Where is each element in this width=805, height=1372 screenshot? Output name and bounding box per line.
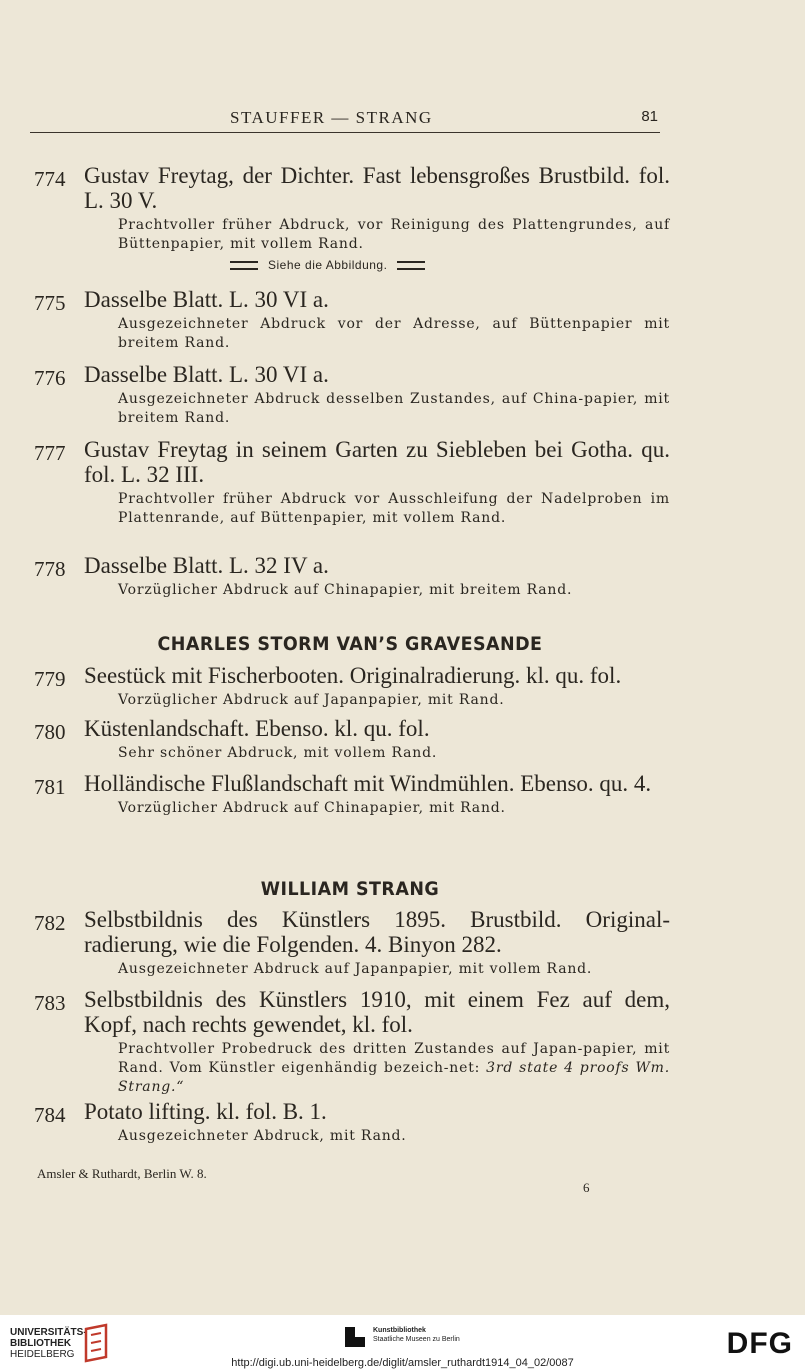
lot-note-text: Prachtvoller Probedruck des dritten Zustandes auf Japan-papier, mit Rand. Vom Künstler eigenhändig bezeich-net: [118, 1041, 670, 1076]
running-head [30, 108, 660, 133]
ub-line-1: UNIVERSITÄTS- [10, 1327, 87, 1338]
lot-number: 782 [34, 911, 66, 935]
ub-heidelberg-logo[interactable] [10, 1327, 87, 1360]
lot-776 [30, 362, 670, 428]
lot-number: 781 [34, 775, 66, 799]
double-rule-left [230, 261, 258, 270]
lot-note: Vorzüglicher Abdruck auf Japanpapier, mit Rand. [118, 692, 505, 708]
lot-note: Ausgezeichneter Abdruck, mit Rand. [118, 1128, 407, 1144]
signature-mark: 6 [583, 1180, 590, 1195]
permalink-url[interactable]: http://digi.ub.uni-heidelberg.de/diglit/amsler_ruthardt1914_04_02/0087 [231, 1357, 574, 1369]
dfg-logo[interactable]: DFG [726, 1327, 793, 1360]
printer-imprint: Amsler & Ruthardt, Berlin W. 8. [37, 1166, 207, 1181]
lot-title: Dasselbe Blatt. L. 30 VI a. [84, 287, 329, 312]
section-heading-storm: CHARLES STORM VAN’S GRAVESANDE [157, 633, 543, 655]
lot-note: Vorzüglicher Abdruck auf Chinapapier, mit breitem Rand. [118, 582, 573, 598]
lot-title: Selbstbildnis des Künstlers 1895. Brustbild. Original-radierung, wie die Folgenden. 4. Binyon 282. [84, 907, 670, 957]
lot-783 [30, 987, 670, 1097]
lot-777 [30, 437, 670, 528]
lot-note: Ausgezeichneter Abdruck desselben Zustandes, auf China-papier, mit breitem Rand. [118, 391, 670, 426]
lot-title: Potato lifting. kl. fol. B. 1. [84, 1099, 327, 1124]
lot-title: Dasselbe Blatt. L. 30 VI a. [84, 362, 329, 387]
lot-title: Küstenlandschaft. Ebenso. kl. qu. fol. [84, 716, 430, 741]
see-illustration [230, 258, 460, 272]
ub-line-2: BIBLIOTHEK [10, 1338, 72, 1349]
lot-title: Gustav Freytag, der Dichter. Fast lebensgroßes Brustbild. fol. L. 30 V. [84, 163, 670, 213]
digitization-footer [0, 1315, 805, 1372]
lot-number: 780 [34, 720, 66, 744]
page-number: 81 [641, 108, 658, 125]
lot-title: Dasselbe Blatt. L. 32 IV a. [84, 553, 329, 578]
lot-note: Prachtvoller früher Abdruck, vor Reinigung des Plattengrundes, auf Büttenpapier, mit vollem Rand. [118, 217, 670, 252]
lot-number: 776 [34, 366, 66, 390]
lot-number: 784 [34, 1103, 66, 1127]
ub-line-3: HEIDELBERG [10, 1349, 75, 1360]
inscription: 3rd state 4 proofs Wm. Strang.“ [118, 1060, 670, 1095]
double-rule-right [397, 261, 425, 270]
lot-number: 778 [34, 557, 66, 581]
lot-number: 774 [34, 167, 66, 191]
lot-778 [30, 553, 670, 600]
section-heading-strang: WILLIAM STRANG [260, 878, 440, 900]
lot-number: 775 [34, 291, 66, 315]
lot-note: Vorzüglicher Abdruck auf Chinapapier, mit Rand. [118, 800, 506, 816]
lot-title: Selbstbildnis des Künstlers 1910, mit einem Fez auf dem, Kopf, nach rechts gewendet, kl. fol. [84, 987, 670, 1037]
kunstbibliothek-label[interactable] [345, 1326, 460, 1344]
lot-title: Seestück mit Fischerbooten. Originalradierung. kl. qu. fol. [84, 663, 622, 688]
lot-780 [30, 716, 670, 763]
lot-number: 777 [34, 441, 66, 465]
lot-note: Sehr schöner Abdruck, mit vollem Rand. [118, 745, 438, 761]
lot-779 [30, 663, 670, 710]
lot-note: Prachtvoller früher Abdruck vor Ausschleifung der Nadelproben im Plattenrande, auf Büttenpapier, mit vollem Rand. [118, 491, 670, 526]
kb-line-2: Staatliche Museen zu Berlin [373, 1336, 460, 1343]
kb-line-1: Kunstbibliothek [373, 1327, 426, 1334]
lot-note [118, 1040, 670, 1097]
lot-784 [30, 1099, 670, 1146]
see-illustration-text: Siehe die Abbildung. [268, 258, 388, 272]
lot-title: Gustav Freytag in seinem Garten zu Siebleben bei Gotha. qu. fol. L. 32 III. [84, 437, 670, 487]
lot-note: Ausgezeichneter Abdruck auf Japanpapier, mit vollem Rand. [118, 961, 593, 977]
lot-number: 779 [34, 667, 66, 691]
lot-title: Holländische Flußlandschaft mit Windmühlen. Ebenso. qu. 4. [84, 771, 652, 796]
lot-782 [30, 907, 670, 979]
lot-774 [30, 163, 670, 254]
lot-number: 783 [34, 991, 66, 1015]
lot-775 [30, 287, 670, 353]
running-title: STAUFFER — STRANG [230, 108, 433, 127]
lot-note: Ausgezeichneter Abdruck vor der Adresse, auf Büttenpapier mit breitem Rand. [118, 316, 670, 351]
lot-781 [30, 771, 670, 818]
